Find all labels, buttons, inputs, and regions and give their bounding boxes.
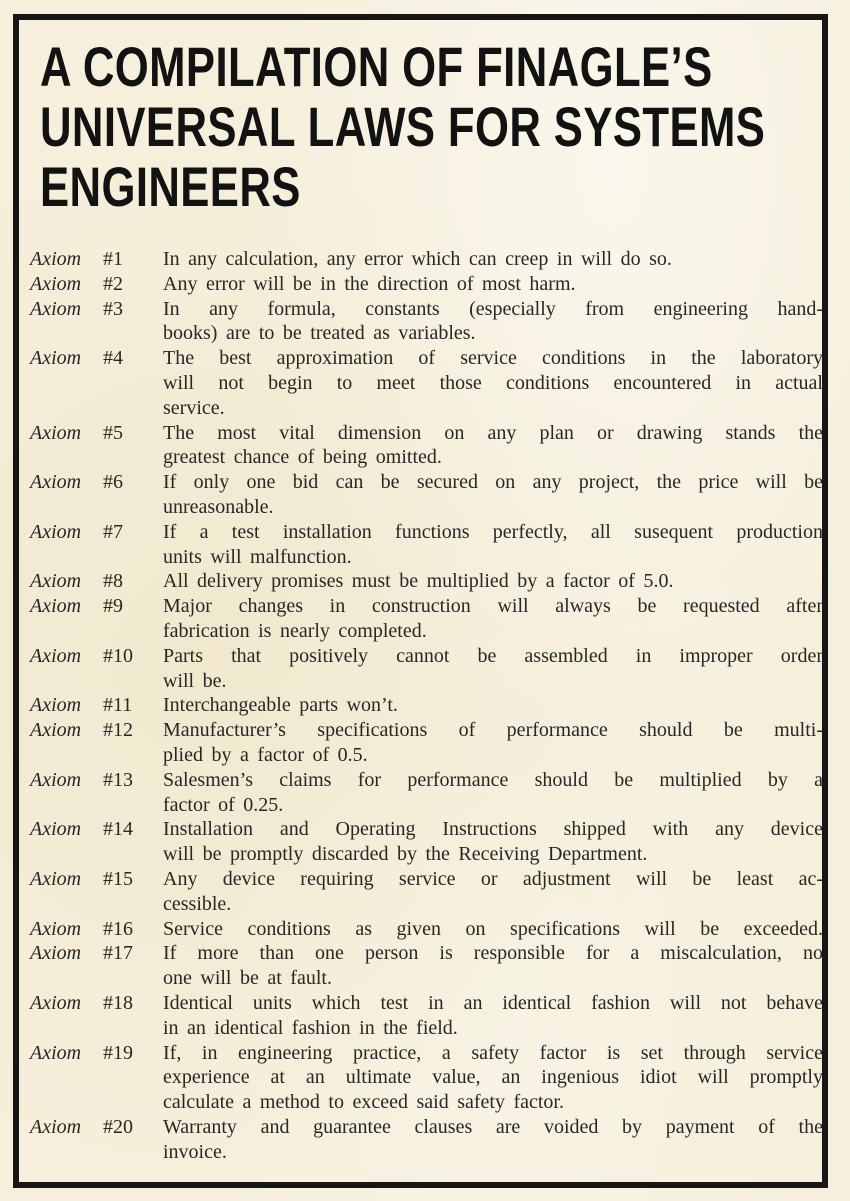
axiom-number: #12 xyxy=(103,719,133,742)
axiom-row xyxy=(30,718,823,768)
axiom-label: Axiom xyxy=(30,471,82,494)
axiom-text xyxy=(163,693,823,718)
axiom-label: Axiom xyxy=(30,1115,82,1138)
axiom-text xyxy=(163,272,823,297)
axiom-label: Axiom xyxy=(30,347,82,370)
axiom-text-line: factor of 0.25. xyxy=(163,793,284,816)
axiom-text-line: If more than one person is responsible for a miscalculation, no xyxy=(163,942,823,965)
axiom-number: #3 xyxy=(103,297,123,320)
axiom-text-line: If a test installation functions perfectly, all susequent production xyxy=(163,520,823,543)
axiom-text xyxy=(163,991,823,1041)
axiom-text xyxy=(163,1041,823,1115)
axiom-row xyxy=(30,991,823,1041)
axiom-row xyxy=(30,917,823,942)
axiom-text xyxy=(163,470,823,520)
axiom-row xyxy=(30,768,823,818)
axiom-number: #1 xyxy=(103,248,123,270)
axiom-row xyxy=(30,1115,823,1165)
axiom-row xyxy=(30,941,823,991)
axiom-label: Axiom xyxy=(30,644,82,667)
axiom-text-line: Identical units which test in an identical fashion will not behave xyxy=(163,991,823,1014)
page-border-frame xyxy=(13,14,828,1188)
axiom-text-line: Service conditions as given on specifications will be exceeded. xyxy=(163,917,823,940)
axiom-number: #4 xyxy=(103,347,123,370)
axiom-row xyxy=(30,594,823,644)
axiom-number: #18 xyxy=(103,991,133,1014)
axiom-text-line: Interchangeable parts won’t. xyxy=(163,694,398,717)
axiom-text-line: In any calculation, any error which can creep in will do so. xyxy=(163,248,672,270)
axiom-number: #14 xyxy=(103,818,133,841)
axiom-label: Axiom xyxy=(30,421,82,444)
axiom-text-line: If, in engineering practice, a safety factor is set through service xyxy=(163,1041,823,1064)
axiom-text xyxy=(163,297,823,347)
axiom-text xyxy=(163,1115,823,1165)
axiom-number: #7 xyxy=(103,520,123,543)
axiom-text-line: cessible. xyxy=(163,892,232,915)
axiom-text-line: units will malfunction. xyxy=(163,545,352,568)
axiom-text-line: unreasonable. xyxy=(163,495,274,518)
axiom-text xyxy=(163,768,823,818)
axiom-label: Axiom xyxy=(30,719,82,742)
axiom-text-line: calculate a method to exceed said safety factor. xyxy=(163,1091,564,1114)
axiom-text-line: will not begin to meet those conditions encountered in actual xyxy=(163,371,823,394)
axiom-label: Axiom xyxy=(30,768,82,791)
axiom-number: #17 xyxy=(103,942,133,965)
axiom-label: Axiom xyxy=(30,867,82,890)
axiom-row xyxy=(30,272,823,297)
axiom-label: Axiom xyxy=(30,248,82,270)
axiom-row xyxy=(30,644,823,694)
axiom-text-line: If only one bid can be secured on any project, the price will be xyxy=(163,471,823,494)
axiom-number: #6 xyxy=(103,471,123,494)
axiom-text-line: Major changes in construction will always be requested after xyxy=(163,595,823,618)
axiom-text xyxy=(163,520,823,570)
axiom-text-line: will be promptly discarded by the Receiving Department. xyxy=(163,843,648,866)
axiom-text-line: greatest chance of being omitted. xyxy=(163,446,442,469)
axiom-number: #19 xyxy=(103,1041,133,1064)
axiom-text-line: one will be at fault. xyxy=(163,967,332,990)
axiom-number: #11 xyxy=(103,694,133,717)
axiom-text-line: All delivery promises must be multiplied by a factor of 5.0. xyxy=(163,570,674,593)
axiom-text xyxy=(163,594,823,644)
axiom-text xyxy=(163,718,823,768)
axiom-text-line: service. xyxy=(163,396,225,419)
axiom-text xyxy=(163,917,823,942)
axiom-text-line: fabrication is nearly completed. xyxy=(163,619,427,642)
axiom-row xyxy=(30,867,823,917)
axiom-row xyxy=(30,693,823,718)
axiom-text-line: Warranty and guarantee clauses are voided by payment of the xyxy=(163,1115,823,1138)
axiom-row xyxy=(30,421,823,471)
axiom-text xyxy=(163,867,823,917)
axiom-label: Axiom xyxy=(30,595,82,618)
axiom-number: #10 xyxy=(103,644,133,667)
axiom-text-line: Salesmen’s claims for performance should be multiplied by a xyxy=(163,768,823,791)
axiom-label: Axiom xyxy=(30,942,82,965)
title-line-1: A COMPILATION OF FINAGLE’S xyxy=(40,35,713,98)
axiom-text xyxy=(163,941,823,991)
axiom-text xyxy=(163,421,823,471)
axiom-row xyxy=(30,346,823,420)
axiom-text-line: Parts that positively cannot be assembled in improper order xyxy=(163,644,823,667)
axiom-number: #16 xyxy=(103,917,133,940)
axiom-text-line: plied by a factor of 0.5. xyxy=(163,743,368,766)
title-line-2: UNIVERSAL LAWS FOR SYSTEMS xyxy=(40,95,766,158)
axiom-text xyxy=(163,569,823,594)
axiom-row xyxy=(30,817,823,867)
axiom-text-line: in an identical fashion in the field. xyxy=(163,1016,458,1039)
axiom-label: Axiom xyxy=(30,520,82,543)
axiom-label: Axiom xyxy=(30,694,82,717)
axiom-label: Axiom xyxy=(30,272,82,295)
axiom-row xyxy=(30,247,823,272)
axiom-number: #15 xyxy=(103,867,133,890)
axiom-text xyxy=(163,817,823,867)
axiom-number: #9 xyxy=(103,595,123,618)
axiom-text-line: experience at an ultimate value, an ingenious idiot will promptly xyxy=(163,1066,823,1089)
axiom-text-line: Installation and Operating Instructions shipped with any device xyxy=(163,818,823,841)
axiom-text-line: invoice. xyxy=(163,1140,227,1163)
axiom-row xyxy=(30,470,823,520)
axiom-text-line: Manufacturer’s specifications of performance should be multi- xyxy=(163,719,823,742)
axiom-list xyxy=(30,247,823,1164)
axiom-label: Axiom xyxy=(30,570,82,593)
axiom-number: #13 xyxy=(103,768,133,791)
axiom-text-line: will be. xyxy=(163,669,227,692)
axiom-text xyxy=(163,644,823,694)
axiom-text-line: In any formula, constants (especially from engineering hand- xyxy=(163,297,823,320)
axiom-text-line: The best approximation of service conditions in the laboratory xyxy=(163,347,823,370)
axiom-row xyxy=(30,520,823,570)
axiom-text-line: The most vital dimension on any plan or drawing stands the xyxy=(163,421,823,444)
axiom-row xyxy=(30,297,823,347)
axiom-number: #8 xyxy=(103,570,123,593)
axiom-row xyxy=(30,1041,823,1115)
axiom-number: #20 xyxy=(103,1115,133,1138)
axiom-number: #5 xyxy=(103,421,123,444)
axiom-number: #2 xyxy=(103,272,123,295)
axiom-text-line: books) are to be treated as variables. xyxy=(163,322,476,345)
axiom-label: Axiom xyxy=(30,1041,82,1064)
axiom-label: Axiom xyxy=(30,917,82,940)
axiom-label: Axiom xyxy=(30,818,82,841)
axiom-text-line: Any device requiring service or adjustment will be least ac- xyxy=(163,867,823,890)
axiom-row xyxy=(30,569,823,594)
axiom-label: Axiom xyxy=(30,297,82,320)
axiom-text xyxy=(163,346,823,420)
axiom-text-line: Any error will be in the direction of most harm. xyxy=(163,272,576,295)
axiom-text xyxy=(163,247,823,272)
page-title xyxy=(40,37,765,217)
axiom-label: Axiom xyxy=(30,991,82,1014)
title-line-3: ENGINEERS xyxy=(40,155,301,218)
